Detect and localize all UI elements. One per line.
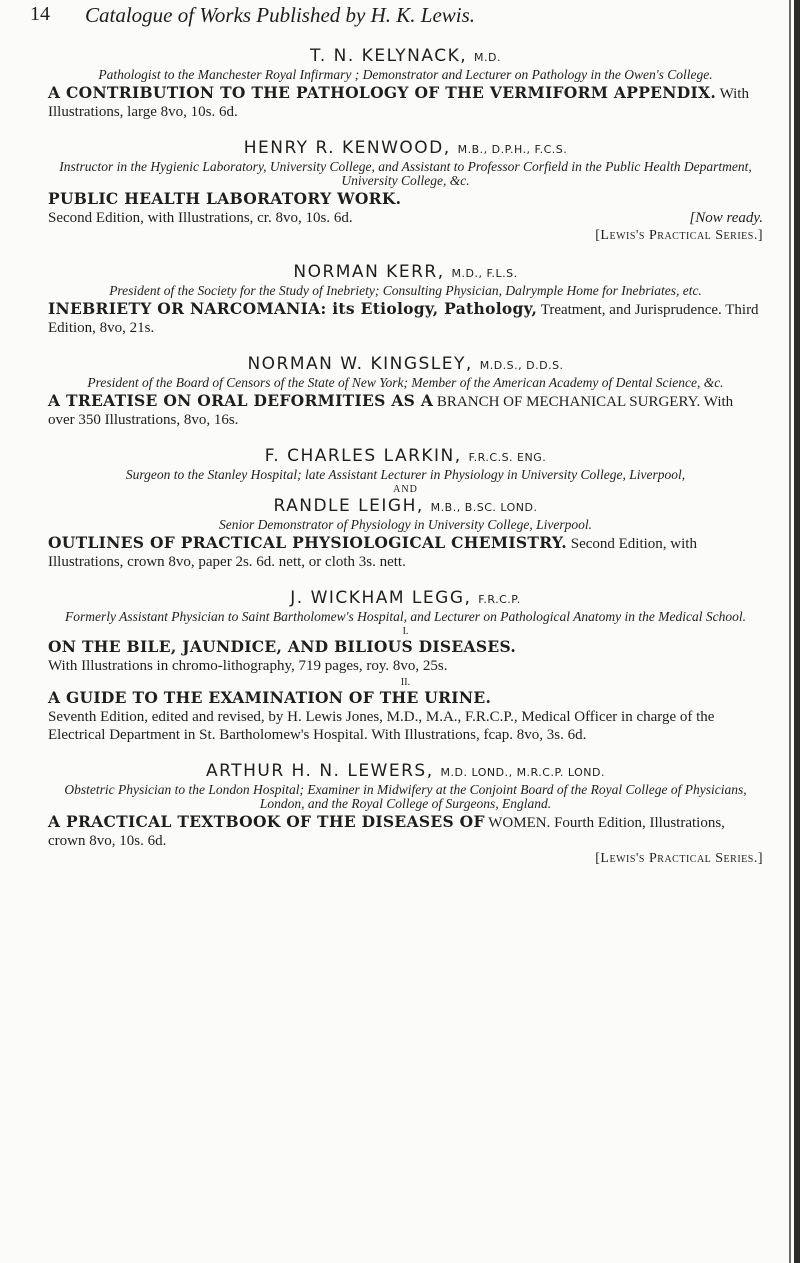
work-listing: [48, 689, 763, 744]
work-details: WOMEN. Fourth Edition, Illustrations, crown 8vo, 10s. 6d.: [48, 815, 725, 849]
catalogue-content: [48, 46, 763, 885]
page-edge-line: [789, 0, 791, 1263]
work-listing: [48, 300, 763, 337]
work-details: Treatment, and Jurisprudence. Third Edition, 8vo, 21s.: [48, 302, 759, 336]
work-title: A GUIDE TO THE EXAMINATION OF THE URINE.: [48, 688, 492, 707]
catalogue-entry-kenwood: [48, 138, 763, 245]
work-title: INEBRIETY OR NARCOMANIA: its Etiology, Pathology,: [48, 299, 538, 318]
work-title: A TREATISE ON ORAL DEFORMITIES AS A: [48, 391, 434, 410]
author-name: J. WICKHAM LEGG, F.R.C.P.: [290, 588, 521, 608]
author-name: NORMAN W. KINGSLEY, M.D.S., D.D.S.: [247, 354, 564, 374]
author-qualifications: M.B., D.P.H., F.C.S.: [457, 143, 568, 156]
series-name: [Lewis's Practical Series.]: [595, 851, 763, 866]
series-note: [48, 850, 763, 868]
author-qualifications: M.D.: [474, 51, 502, 64]
author-connector: AND: [393, 484, 418, 495]
work-details: Second Edition, with Illustrations, cr. 8vo, 10s. 6d.: [48, 210, 353, 226]
work-title: OUTLINES OF PRACTICAL PHYSIOLOGICAL CHEMISTRY.: [48, 533, 567, 552]
author-name: HENRY R. KENWOOD, M.B., D.P.H., F.C.S.: [243, 138, 568, 158]
work-listing: [48, 534, 763, 571]
author-name: NORMAN KERR, M.D., F.L.S.: [293, 262, 518, 282]
work-details: Second Edition, with Illustrations, crown 8vo, paper 2s. 6d. nett, or cloth 3s. nett.: [48, 536, 697, 570]
author-name: ARTHUR H. N. LEWERS, M.D. LOND., M.R.C.P. LOND.: [206, 761, 605, 781]
catalogue-entry-larkin-leigh: [48, 446, 763, 571]
work-listing: [48, 813, 763, 850]
work-details: BRANCH OF MECHANICAL SURGERY. With over 350 Illustrations, 8vo, 16s.: [48, 394, 734, 428]
work-details: Seventh Edition, edited and revised, by H. Lewis Jones, M.D., M.A., F.R.C.P., Medical Officer in charge of the Electrical Department in St. Bartholomew's Hospital. With Illustrations, fcap. 8vo, 3s. 6d.: [48, 709, 715, 743]
author-position: Formerly Assistant Physician to Saint Bartholomew's Hospital, and Lecturer on Pathological Anatomy in the Medical School.: [65, 609, 746, 624]
catalogue-entry-kelynack: [48, 46, 763, 121]
author-qualifications: M.D. LOND., M.R.C.P. LOND.: [440, 766, 605, 779]
author-qualifications: F.R.C.P.: [478, 593, 521, 606]
availability-note: [Now ready.: [689, 210, 763, 226]
author-position: Instructor in the Hygienic Laboratory, University College, and Assistant to Professor Corfield in the Public Health Department, University College, &c.: [59, 159, 752, 188]
author-qualifications: F.R.C.S. ENG.: [468, 451, 547, 464]
author-qualifications: M.D., F.L.S.: [451, 267, 518, 280]
work-listing: [48, 638, 763, 675]
author-position: President of the Society for the Study of Inebriety; Consulting Physician, Dalrymple Home for Inebriates, etc.: [109, 283, 702, 298]
author-position: Obstetric Physician to the London Hospital; Examiner in Midwifery at the Conjoint Board of the Royal College of Physicians, London, and the Royal College of Surgeons, England.: [64, 782, 747, 811]
page-number: 14: [30, 3, 50, 25]
work-numeral: I.: [402, 626, 409, 637]
catalogue-entry-kingsley: [48, 354, 763, 429]
running-head: [30, 3, 770, 29]
work-title: ON THE BILE, JAUNDICE, AND BILIOUS DISEASES.: [48, 637, 517, 656]
series-name: [Lewis's Practical Series.]: [595, 228, 763, 243]
catalogue-entry-lewers: [48, 761, 763, 868]
author-name: F. CHARLES LARKIN, F.R.C.S. ENG.: [264, 446, 547, 466]
work-details: With Illustrations, large 8vo, 10s. 6d.: [48, 86, 749, 120]
author-position: Pathologist to the Manchester Royal Infirmary ; Demonstrator and Lecturer on Pathology in the Owen's College.: [98, 67, 713, 82]
co-author-qualifications: M.B., B.SC. LOND.: [430, 501, 538, 514]
catalogue-entry-kerr: [48, 262, 763, 337]
work-numeral: II.: [400, 677, 411, 688]
catalogue-entry-legg: [48, 588, 763, 744]
page-edge: [794, 0, 800, 1263]
work-listing: [48, 392, 763, 429]
co-author-position: Senior Demonstrator of Physiology in University College, Liverpool.: [218, 517, 593, 532]
co-author-name: RANDLE LEIGH, M.B., B.SC. LOND.: [273, 496, 538, 516]
author-qualifications: M.D.S., D.D.S.: [479, 359, 564, 372]
work-listing: [48, 190, 763, 227]
author-name: T. N. KELYNACK, M.D.: [309, 46, 502, 66]
work-listing: [48, 84, 763, 121]
running-title: Catalogue of Works Published by H. K. Lewis.: [85, 3, 476, 27]
author-position: Surgeon to the Stanley Hospital; late Assistant Lecturer in Physiology in University College, Liverpool,: [125, 467, 686, 482]
work-title: A PRACTICAL TEXTBOOK OF THE DISEASES OF: [48, 812, 485, 831]
series-note: [48, 227, 763, 245]
work-title: PUBLIC HEALTH LABORATORY WORK.: [48, 189, 402, 208]
work-details: With Illustrations in chromo-lithography, 719 pages, roy. 8vo, 25s.: [48, 658, 448, 674]
author-position: President of the Board of Censors of the State of New York; Member of the American Academy of Dental Science, &c.: [87, 375, 724, 390]
work-title: A CONTRIBUTION TO THE PATHOLOGY OF THE VERMIFORM APPENDIX.: [48, 83, 717, 102]
